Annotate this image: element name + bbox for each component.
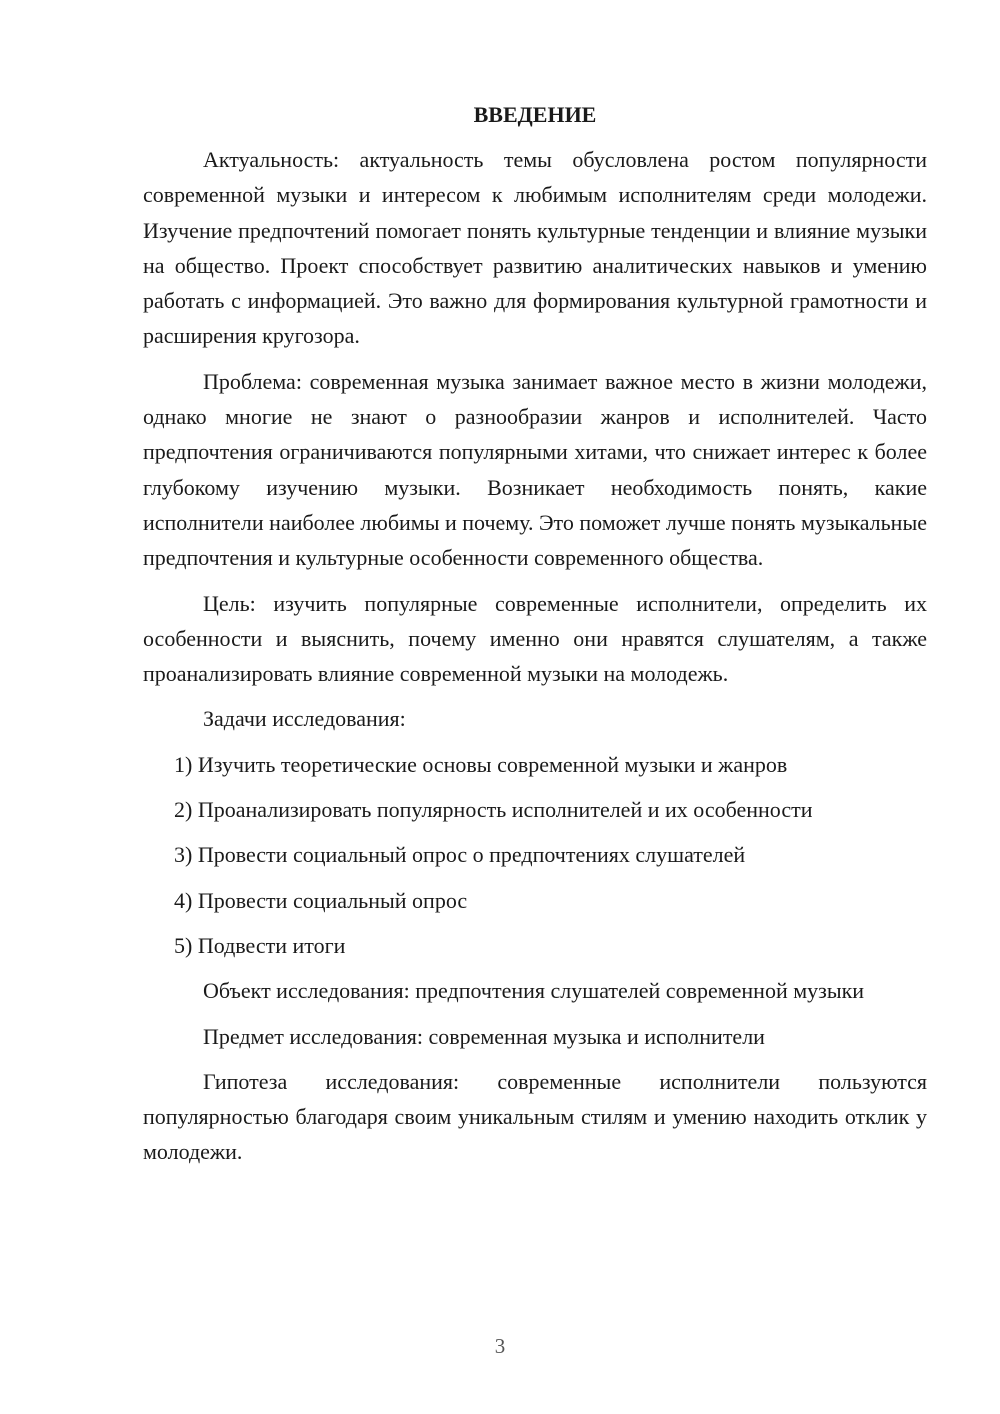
object-paragraph: Объект исследования: предпочтения слушателей современной музыки: [203, 978, 865, 1004]
hypothesis-paragraph: Гипотеза исследования: современные исполнители пользуются популярностью благодаря своим уникальным стилям и умению находить отклик у молодежи.: [143, 1068, 927, 1165]
task-item-4: 4) Провести социальный опрос: [174, 887, 468, 913]
task-item-2: 2) Проанализировать популярность исполнителей и их особенности: [174, 797, 813, 823]
page-number: 3: [494, 1334, 506, 1358]
page-content: [143, 97, 927, 1180]
goal-paragraph: Цель: изучить популярные современные исполнители, определить их особенности и выяснить, почему именно они нравятся слушателям, а также проанализировать влияние современной музыки на молодежь.: [143, 590, 927, 687]
tasks-heading: Задачи исследования:: [203, 706, 406, 732]
subject-paragraph: Предмет исследования: современная музыка и исполнители: [203, 1023, 765, 1049]
task-item-3: 3) Провести социальный опрос о предпочтениях слушателей: [174, 842, 746, 868]
relevance-paragraph: Актуальность: актуальность темы обусловлена ростом популярности современной музыки и интересом к любимым исполнителям среди молодежи. Изучение предпочтений помогает понять культурные тенденции и влияние музыки на общество. Проект способствует развитию аналитических навыков и умению работать с информацией. Это важно для формирования культурной грамотности и расширения кругозора.: [143, 147, 927, 349]
task-item-5: 5) Подвести итоги: [174, 932, 346, 958]
task-item-1: 1) Изучить теоретические основы современной музыки и жанров: [174, 751, 788, 777]
problem-paragraph: Проблема: современная музыка занимает важное место в жизни молодежи, однако многие не знают о разнообразии жанров и исполнителей. Часто предпочтения ограничиваются популярными хитами, что снижает интерес к более глубокому изучению музыки. Возникает необходимость понять, какие исполнители наиболее любимы и почему. Это поможет лучше понять музыкальные предпочтения и культурные особенности современного общества.: [143, 368, 927, 571]
page-title: ВВЕДЕНИЕ: [473, 102, 597, 127]
